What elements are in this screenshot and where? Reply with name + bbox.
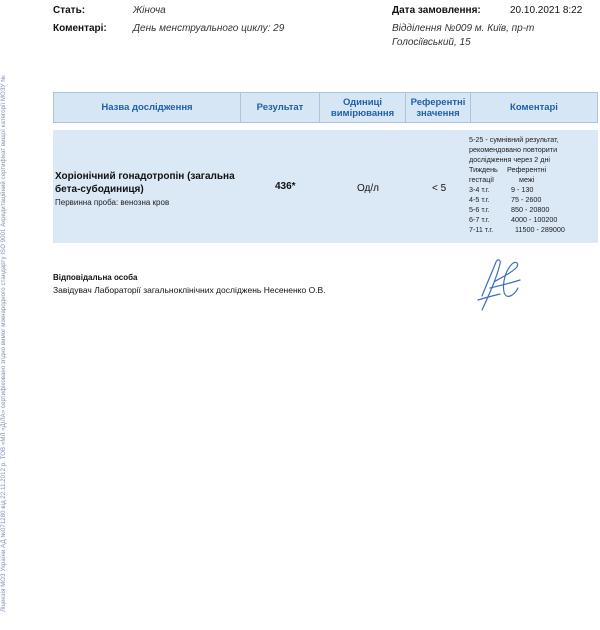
order-date-field <box>392 4 481 17</box>
department-line-2-wrap <box>392 36 471 49</box>
comments-value: День менструального циклу: 29 <box>133 23 285 34</box>
gestation-ref-row <box>469 225 565 235</box>
signature-icon <box>470 252 540 314</box>
sex-value: Жіноча <box>133 5 166 16</box>
ref-range: 75 - 2600 <box>511 195 542 204</box>
comments-cell <box>469 135 597 235</box>
ref-range: 4000 - 100200 <box>511 215 558 224</box>
department-line-1-wrap <box>392 22 534 35</box>
units-value: Од/л <box>357 183 380 194</box>
comments-field <box>53 22 107 35</box>
department-line-2: Голосіївський, 15 <box>392 37 471 48</box>
col-header-units-line1: Одиниці <box>342 96 383 108</box>
ref-range: 9 - 130 <box>511 185 534 194</box>
col-header-ref-line1: Референтні <box>410 96 466 108</box>
range-header-line2: межі <box>519 175 535 184</box>
results-table-header <box>53 92 598 123</box>
ref-week: 7-11 т.г. <box>469 225 494 234</box>
ref-range: 850 - 20800 <box>511 205 550 214</box>
department-line-1: Відділення №009 м. Київ, пр-т <box>392 23 535 34</box>
col-header-result: Результат <box>241 93 320 122</box>
col-header-units <box>320 93 406 122</box>
responsible-label: Відповідальна особа <box>53 273 138 282</box>
comment-line1: 5-25 - сумнівний результат, <box>469 135 559 144</box>
comments-value-wrap <box>133 22 284 35</box>
license-text: Ліцензія МОЗ України АД №071280 від 22.11.2012 р. ТОВ «МЛ «ДІЛА» сертифіковано згідно вимог міжнародного стандарту ISO 9001 Акредитаційний сертифікат вищої категорії МОЗУ № <box>1 75 7 612</box>
week-header <box>469 165 507 185</box>
col-header-ref-line2: значення <box>416 107 460 119</box>
test-name-line2: бета-субодиниця) <box>55 184 144 195</box>
gestation-ref-row <box>469 185 565 195</box>
week-header-line2: гестації <box>469 175 494 184</box>
ref-week: 4-5 т.г. <box>469 195 490 204</box>
sex-field <box>53 4 85 17</box>
order-date-value: 20.10.2021 8:22 <box>510 5 583 16</box>
range-header-line1: Референтні <box>507 165 547 174</box>
col-header-name: Назва дослідження <box>54 93 241 122</box>
gestation-ref-header <box>469 165 565 185</box>
ref-range: 11500 - 289000 <box>515 225 565 234</box>
gestation-ref-row <box>469 215 565 225</box>
order-date-label: Дата замовлення: <box>392 5 481 16</box>
comments-label: Коментарі: <box>53 23 107 34</box>
range-header <box>507 165 565 185</box>
test-sample: Первинна проба: венозна кров <box>55 198 170 207</box>
col-header-units-line2: вимірювання <box>330 107 395 119</box>
sex-value-wrap <box>133 4 166 17</box>
test-name-line1: Хоріонічний гонадотропін (загальна <box>55 171 235 182</box>
reference-value: < 5 <box>432 183 447 194</box>
ref-week: 6-7 т.г. <box>469 215 490 224</box>
week-header-line1: Тиждень <box>469 165 498 174</box>
ref-week: 3-4 т.г. <box>469 185 490 194</box>
comment-line2: рекомендовано повторити <box>469 145 558 154</box>
ref-week: 5-6 т.г. <box>469 205 490 214</box>
col-header-comments: Коментарі <box>510 102 558 113</box>
result-value: 436* <box>275 181 296 192</box>
gestation-ref-row <box>469 205 565 215</box>
comment-line3: дослідження через 2 дні <box>469 155 551 164</box>
vertical-license-text <box>0 0 14 630</box>
table-row <box>53 130 598 243</box>
sex-label: Стать: <box>53 5 86 16</box>
responsible-person: Завідувач Лабораторії загальноклінічних досліджень Несененко О.В. <box>53 285 326 295</box>
test-name-cell <box>55 170 240 207</box>
responsible-person-block <box>53 273 326 295</box>
gestation-ref-table <box>469 165 565 235</box>
gestation-ref-row <box>469 195 565 205</box>
col-header-reference <box>406 93 471 122</box>
